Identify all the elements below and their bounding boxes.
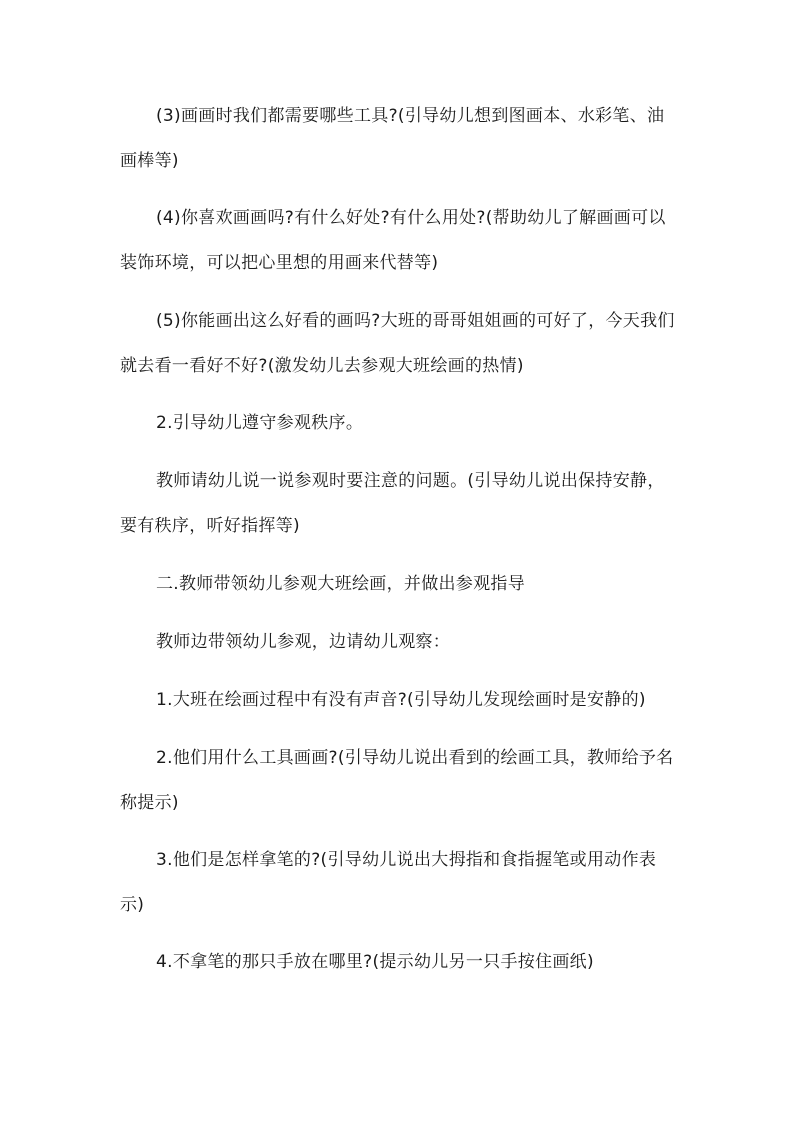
- paragraph-drawing-tools-question: [120, 94, 680, 184]
- paragraph-observe-other-hand: [120, 940, 680, 985]
- paragraph-text: 2.他们用什么工具画画?(引导幼儿说出看到的绘画工具，教师给予名称提示): [120, 748, 674, 813]
- paragraph-text: 二.教师带领幼儿参观大班绘画，并做出参观指导: [156, 574, 526, 594]
- paragraph-text: 4.不拿笔的那只手放在哪里?(提示幼儿另一只手按住画纸): [156, 952, 594, 972]
- paragraph-text: 1.大班在绘画过程中有没有声音?(引导幼儿发现绘画时是安静的): [156, 690, 646, 710]
- paragraph-visit-notes: [120, 459, 680, 549]
- paragraph-observe-pen-grip: [120, 838, 680, 928]
- paragraph-text: 3.他们是怎样拿笔的?(引导幼儿说出大拇指和食指握笔或用动作表示): [120, 850, 657, 915]
- paragraph-text: 教师请幼儿说一说参观时要注意的问题。(引导幼儿说出保持安静，要有秩序，听好指挥等): [120, 471, 665, 536]
- paragraph-visit-order-heading: [120, 401, 680, 446]
- section-heading-teacher-guided-visit: [120, 562, 680, 607]
- paragraph-like-drawing-question: [120, 196, 680, 286]
- paragraph-visit-senior-class: [120, 299, 680, 389]
- paragraph-observe-tools: [120, 736, 680, 826]
- paragraph-text: (4)你喜欢画画吗?有什么好处?有什么用处?(帮助幼儿了解画画可以装饰环境，可以把心里想的用画来代替等): [120, 208, 666, 273]
- paragraph-observe-intro: [120, 620, 680, 665]
- paragraph-text: (5)你能画出这么好看的画吗?大班的哥哥姐姐画的可好了，今天我们就去看一看好不好?(激发幼儿去参观大班绘画的热情): [120, 311, 675, 376]
- paragraph-observe-sound: [120, 678, 680, 723]
- paragraph-text: 2.引导幼儿遵守参观秩序。: [156, 413, 364, 433]
- paragraph-text: 教师边带领幼儿参观，边请幼儿观察：: [156, 632, 451, 652]
- paragraph-text: (3)画画时我们都需要哪些工具?(引导幼儿想到图画本、水彩笔、油画棒等): [120, 106, 665, 171]
